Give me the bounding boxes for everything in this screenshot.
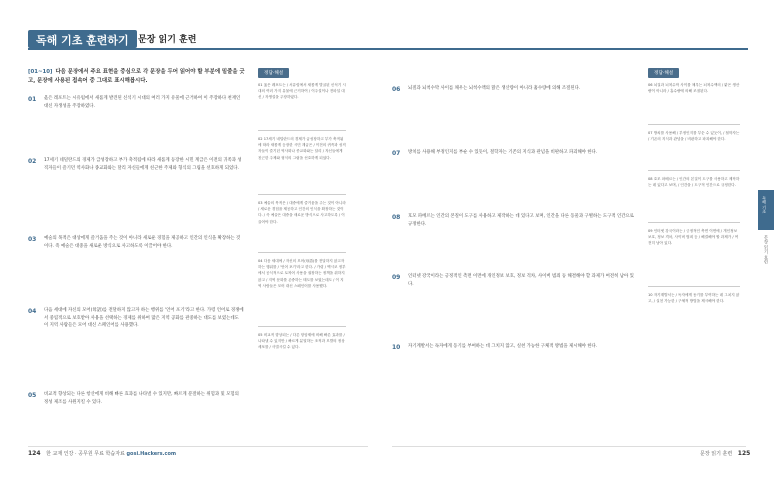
answer-divider (258, 194, 346, 195)
chapter-tab-label: 독해 기초 (762, 196, 767, 214)
question-number: 05 (28, 392, 37, 399)
footer-right-text: 문장 읽기 훈련 (700, 451, 733, 457)
answer-divider (258, 326, 346, 327)
question-text: 뇌질과 뇌척수막 사이를 채우는 뇌척수액의 맑은 생산량이 아니라 흡수량에 의해 조절된다. (408, 86, 581, 91)
question-text: 다음 세대에 자신의 모어(母語)를 전달하지 않고자 하는 행위를 '언어 포기'라고 한다. 가령 언어로 경쟁에서 중립적으로 보호받아 사용을 선택하는 경제를 위하여 많은 지역 공화를 관중하는 대도를 보였는데도 이 지역 사람들은 모어 대신 스페인어를 사용했다. (44, 308, 244, 328)
question-text: 호모 파베르는 인간의 본질이 도구를 사용하고 제작하는 데 있다고 보며, 인간을 다른 동물과 구별하는 도구적 인간으로 규정한다. (408, 214, 634, 227)
question-range: [01~10] (28, 69, 53, 75)
question-text: 예술의 목적은 대상에게 즐거움을 주는 것이 아니라 새로운 경험을 제공하고 인간의 인식을 확장하는 것이다. 즉 예술은 대중을 새로운 방식으로 사고하도록 이끌어야 한다. (44, 236, 241, 249)
footer-left-text: 한 교재 인강 · 공무원 무료 학습자료 (46, 451, 125, 457)
page-number-right: 125 (737, 450, 751, 457)
answer-divider (648, 286, 740, 287)
side-section-label: 문장 읽기 훈련 (763, 235, 768, 265)
instruction (28, 68, 250, 86)
answer-header: 정답·해설 (258, 68, 289, 78)
answer-divider (648, 222, 740, 223)
question-number: 09 (392, 274, 401, 281)
answer-item: 02 17세기 네덜란드의 경제가 급성장하고 부가 축적됨에 따라 새롭게 등장한 시민 계급은 / 이전의 귀족과 성직자들이 즐기던 역사화나 종교화와는 달리 / 자신들에게 친근한 주제와 형식의 그림을 선호하게 되었다. (258, 137, 346, 160)
answer-item: 03 예술의 목적은 / 대중에게 즐거움을 주는 것이 아니라 / 새로운 경험을 제공하고 인간의 인식을 확장하는 것이다. / 즉 예술은 대중을 새로운 방식으로 사고하도록 / 이끌어야 한다. (258, 201, 346, 224)
answer-divider (648, 170, 740, 171)
section-subtitle: 문장 읽기 훈련 (138, 35, 197, 45)
question-number: 10 (392, 344, 401, 351)
question-number: 07 (392, 150, 401, 157)
question-number: 02 (28, 158, 37, 165)
site-link[interactable]: gosi.Hackers.com (126, 451, 177, 457)
answer-divider (648, 124, 740, 125)
footer-divider-right (392, 446, 746, 447)
answer-header: 정답·해설 (648, 68, 679, 78)
answer-item: 09 인터넷 강국이라는 / 긍정적인 측면 이면에 / 개인정보 보호, 정보 격차, 사이버 범죄 등 / 해결해야 할 과제가 / 여전히 남아 있다. (648, 229, 739, 246)
question-text: 자기계발서는 독자에게 동기를 부여하는 데 그치지 않고, 실천 가능한 구체적 방법을 제시해야 한다. (408, 344, 598, 349)
question-text: 인터넷 강국이라는 긍정적인 측면 이면에 개인정보 보호, 정보 격차, 사이버 범죄 등 해결해야 할 과제가 여전히 남아 있다. (408, 274, 634, 287)
question-number: 08 (392, 214, 401, 221)
question-number: 04 (28, 308, 37, 315)
answer-item: 04 다음 세대에 / 자신의 모어(母語)를 전달하지 않고자 하는 행위를 / '언어 포기'라고 한다. / 가령 / 멕시코 정부에서 공식적으로 토착어 사용을 권장하는 정책을 취하지 않고 / 지역 문화를 존중하는 태도를 보였는데도 / 이 지역 사람들은 모어 대신 스페인어를 사용했다. (258, 259, 346, 288)
footer-divider-left (28, 446, 368, 447)
footer-left (28, 450, 176, 457)
answer-item: 06 뇌질과 뇌척수막 사이를 채우는 뇌척수액의 / 맑은 생산량이 아니라 / 흡수량에 의해 조절된다. (648, 83, 740, 94)
question-text: 옳은 레포트는 시유럽에서 새롭게 발견된 신석기 시대의 여러 가지 유물에 근거하여 이 주장하다 천재인 대신 자생성을 주장하였다. (44, 96, 241, 109)
header-divider (28, 48, 748, 50)
chapter-tab[interactable] (758, 190, 774, 230)
answer-item: 10 자기계발서는 / 독자에게 동기를 부여하는 데 그치지 않고, / 실천 가능한 / 구체적 방법을 제시해야 한다. (648, 293, 740, 304)
page-header (0, 0, 774, 56)
question-number: 06 (392, 86, 401, 93)
answer-divider (258, 252, 346, 253)
answer-item: 01 옳은 레포트는 / 서유럽에서 새롭게 발굴된 신석기 시대의 여러 가지 유물에 근거하여 / 이주설이나 전파설 대신 / 자생설을 주장하였다. (258, 83, 346, 100)
page-number-left: 124 (28, 450, 41, 457)
instruction-text: 다음 문장에서 주요 표현을 중심으로 각 문장을 두어 읽어야 할 부분에 밑줄을 긋고, 문장에 사용된 접속어 중 그대로 표시해봅시다. (28, 69, 245, 84)
answer-item: 08 호모 파베르는 / 인간의 본질이 도구를 사용하고 제작하는 데 있다고 보며, / 인간을 / 도구적 인간으로 규정한다. (648, 177, 740, 188)
answer-item: 07 방치를 사용해 / 부정인지를 부순 수 있듯이, / 철학자는 / 기존의 지식과 관념을 / 비판하고 파괴해야 한다. (648, 131, 740, 142)
question-text: 비교적 향상되는 다른 항산에게 비해 빠른 효과를 나타낼 수 있지만, 빠르게 분절하는 위험과 및 모험의 정성 제조를 사원지킬 수 있다. (44, 392, 239, 405)
footer-right (700, 450, 750, 457)
answer-item: 05 비교적 향상되는 / 다른 항암제에 비해 빠른 효과를 / 나타낼 수 있지만 / 빠르게 분열하는 조직과 모발의 정상 세포를 / 사멸시킬 수 있다. (258, 333, 345, 350)
question-number: 03 (28, 236, 37, 243)
question-number: 01 (28, 96, 37, 103)
answer-divider (258, 130, 346, 131)
question-text: 방치를 사용해 부정인지를 부순 수 있듯이, 철학자는 기존의 지식과 관념을 비판하고 파괴해야 한다. (408, 150, 598, 155)
question-text: 17세기 네덜란드의 경제가 급성장하고 부가 축적됨에 따라 새롭게 등장한 시민 계급은 이전의 귀족과 성직자들이 즐기던 역사화나 종교화와는 달리 자신들에게 친근한 주제와 형식의 그림을 선호하게 되었다. (44, 158, 242, 171)
section-badge: 독해 기초 훈련하기 (28, 30, 137, 48)
